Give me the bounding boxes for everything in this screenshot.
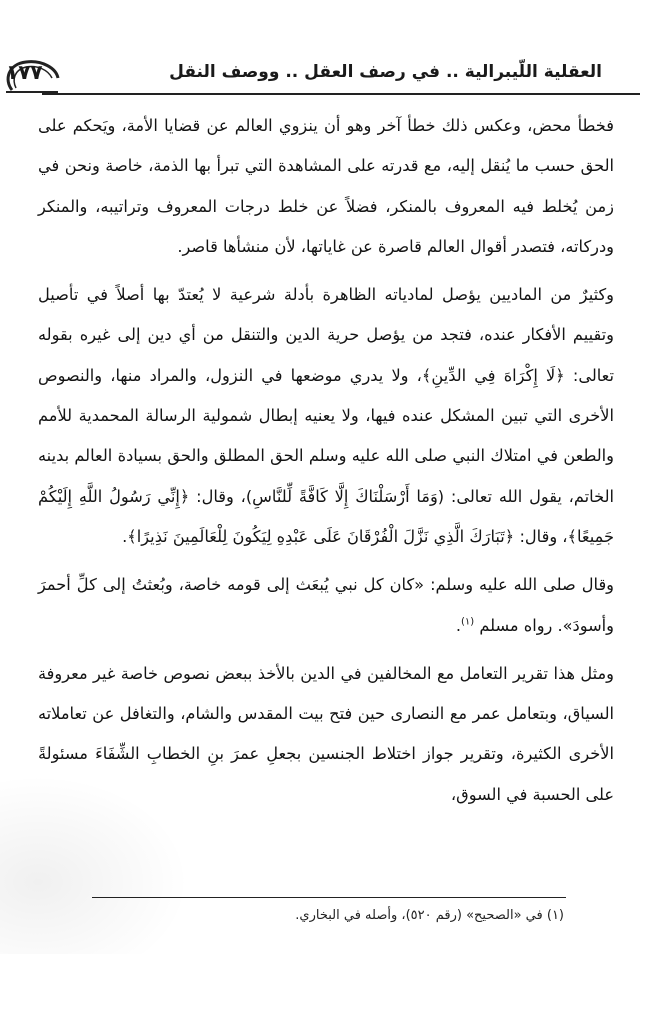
body-text [38,106,614,815]
header-rule [42,93,640,95]
running-title: العقلية اللّيبرالية .. في رصف العقل .. ووصف النقل [169,62,602,82]
paper-stain [0,774,190,954]
page-number: ١٧٧ [6,60,43,84]
hadith-text: وقال صلى الله عليه وسلم: «كان كل نبي يُبعَث إلى قومه خاصة، وبُعثتُ إلى كلِّ أحمرَ وأسودَ». رواه مسلم [38,575,614,635]
paragraph-3: وقال صلى الله عليه وسلم: «كان كل نبي يُبعَث إلى قومه خاصة، وبُعثتُ إلى كلِّ أحمرَ وأسودَ». رواه مسلم $^{(١)}$. [38,575,614,635]
paragraph-1: فخطأ محض، وعكس ذلك خطأ آخر وهو أن ينزوي العالم عن قضايا الأمة، ويَحكم على الحق حسب ما يُنقل إليه، مع قدرته على المشاهدة التي تبرأ بها الذمة، خاصة ونحن في زمن يُخلط فيه المعروف بالمنكر، فضلاً عن خلط درجات المعروف وتراتيبه، والمنكر ودركاته، فتصدر أقوال العالم قاصرة عن غاياتها، لأن منشأها قاصر. [38,116,614,256]
page-header [0,58,660,102]
footnote: (١) في «الصحيح» (رقم ٥٢٠)، وأصله في البخاري. [295,908,564,923]
paragraph-2: وكثيرٌ من الماديين يؤصل لمادياته الظاهرة بأدلة شرعية لا يُعتدّ بها أصلاً في تأصيل وتقييم الأفكار عنده، فتجد من يؤصل حرية الدين والتنقل من أي دين إلى غيره بقوله تعالى: ﴿لَا إِكْرَاهَ فِي الدِّينِ﴾، ولا يدري موضعها في النزول، والمراد منها، والنصوص الأخرى التي تبين المشكل عنده فيها، ولا يعنيه إبطال شمولية الرسالة المحمدية للأمم والطعن في امتلاك النبي صلى الله عليه وسلم الحق المطلق والحق بسيادة العالم بدينه الخاتم، يقول الله تعالى: (وَمَا أَرْسَلْنَاكَ إِلَّا كَافَّةً لِّلنَّاسِ)، وقال: ﴿إِنِّي رَسُولُ اللَّهِ إِلَيْكُمْ جَمِيعًا﴾، وقال: ﴿تَبَارَكَ الَّذِي نَزَّلَ الْفُرْقَانَ عَلَى عَبْدِهِ لِيَكُونَ لِلْعَالَمِينَ نَذِيرًا﴾. [38,285,614,546]
paragraph-4: ومثل هذا تقرير التعامل مع المخالفين في الدين بالأخذ ببعض نصوص خاصة غير معروفة السياق، وبتعامل عمر مع النصارى حين فتح بيت المقدس والشام، والتغافل عن تعاملاته الأخرى الكثيرة، وتقرير جواز اختلاط الجنسين بجعلِ عمرَ بنِ الخطابِ الشِّفَاءَ مسئولةً على الحسبة في السوق، [38,663,614,804]
footnote-reference: (١) [461,616,475,628]
